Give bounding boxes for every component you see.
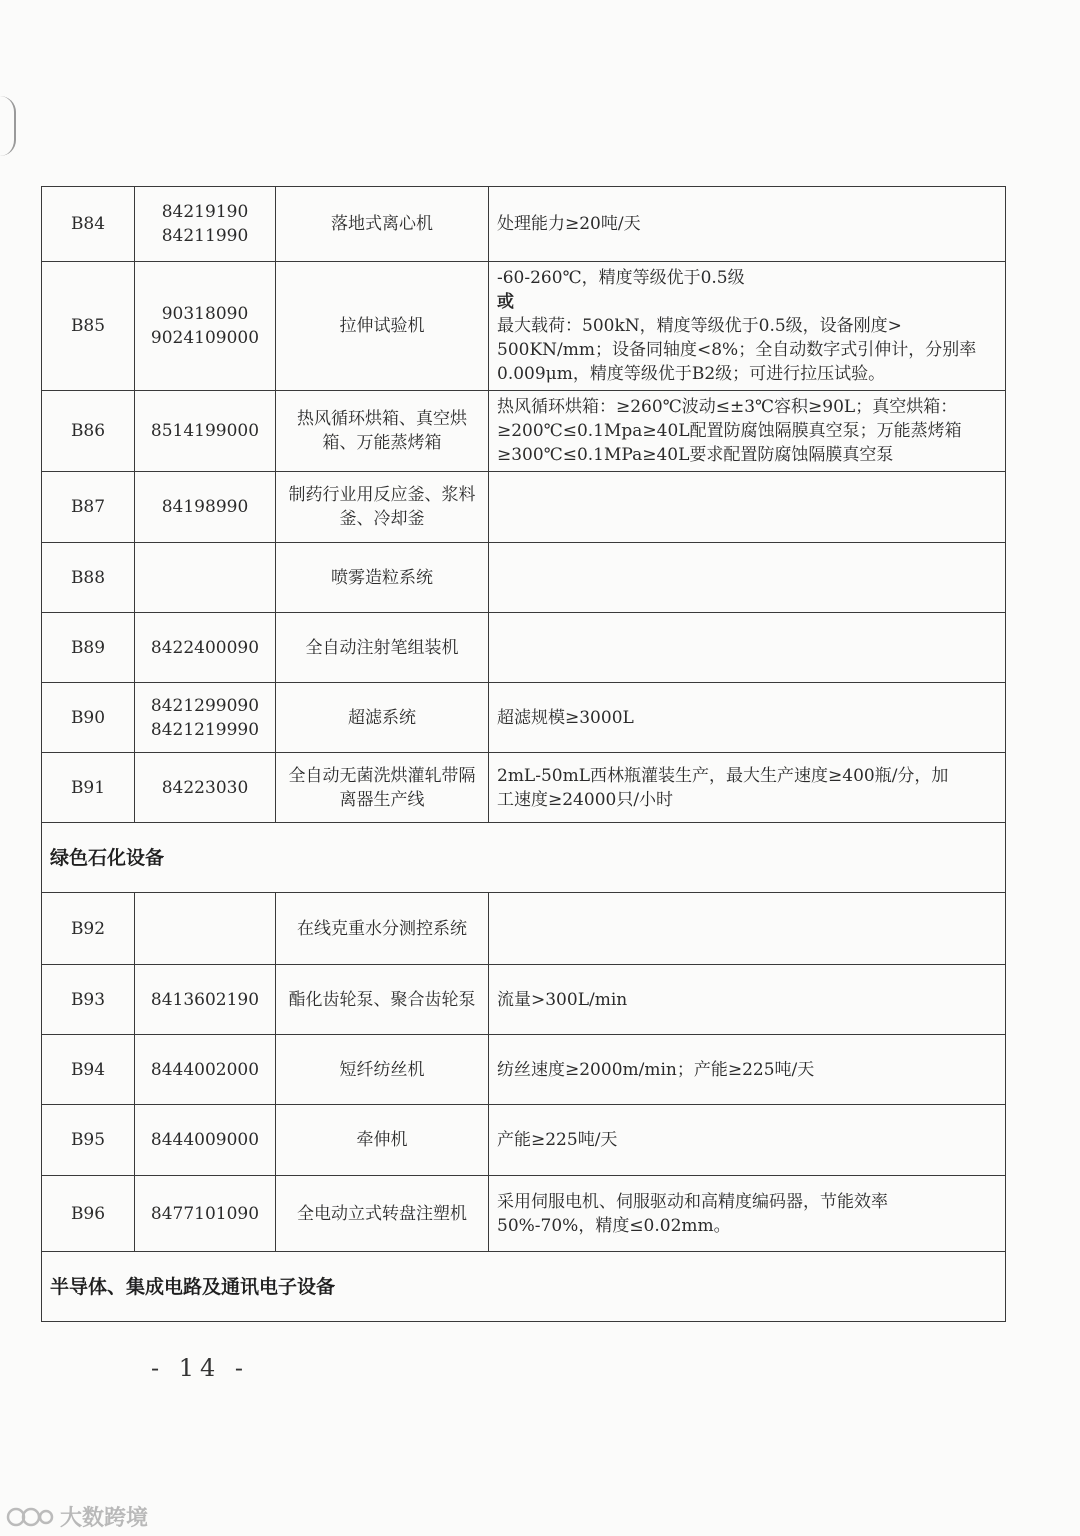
cell-line: 8413602190 [150, 989, 260, 1010]
equipment-name: 在线克重水分测控系统 [276, 893, 489, 965]
table-row [42, 965, 1006, 1035]
item-code: B90 [42, 683, 135, 753]
cell-line: 8422400090 [150, 637, 260, 658]
cell-line: ≥200℃≤0.1Mpa≥40L配置防腐蚀隔膜真空泵；万能蒸烤箱 [497, 421, 962, 441]
binding-mark [0, 96, 16, 156]
cell-line: 8421219990 [150, 719, 260, 740]
hs-code-cell [135, 753, 276, 823]
table-row [42, 1105, 1006, 1176]
requirement-cell [489, 391, 1006, 472]
hs-code-cell [135, 262, 276, 391]
cell-line: 84198990 [161, 497, 249, 517]
cell-line: 最大载荷：500kN，精度等级优于0.5级，设备刚度> [497, 316, 902, 336]
hs-code-cell [135, 893, 276, 965]
table-row [42, 472, 1006, 543]
equipment-name: 全电动立式转盘注塑机 [276, 1176, 489, 1252]
item-code: B93 [42, 965, 135, 1035]
item-code: B94 [42, 1035, 135, 1105]
cell-line: 84223030 [161, 777, 249, 798]
table-row [42, 753, 1006, 823]
cell-line: 8444009000 [150, 1130, 260, 1150]
equipment-name: 短纤纺丝机 [276, 1035, 489, 1105]
equipment-name: 热风循环烘箱、真空烘箱、万能蒸烤箱 [276, 391, 489, 472]
item-code: B87 [42, 472, 135, 543]
requirement-cell [489, 187, 1006, 262]
cell-line: 热风循环烘箱：≥260℃波动≤±3℃容积≥90L；真空烘箱： [497, 397, 958, 417]
cell-line: 纺丝速度≥2000m/min；产能≥225吨/天 [497, 1059, 815, 1080]
table-row [42, 543, 1006, 613]
table-row [42, 613, 1006, 683]
hs-code-cell [135, 1176, 276, 1252]
item-code: B96 [42, 1176, 135, 1252]
item-code: B92 [42, 893, 135, 965]
cell-line: 工速度≥24000只/小时 [497, 789, 674, 810]
cell-line: 超滤规模≥3000L [497, 707, 634, 728]
hs-code-cell [135, 1105, 276, 1176]
requirement-cell [489, 1105, 1006, 1176]
cell-line: 8514199000 [150, 421, 260, 441]
equipment-spec-table [41, 186, 1006, 1322]
item-code: B91 [42, 753, 135, 823]
table-row [42, 262, 1006, 391]
watermark-text: 大数跨境 [60, 1505, 149, 1531]
table-row [42, 1035, 1006, 1105]
cell-line: 9024109000 [150, 328, 260, 348]
requirement-cell [489, 262, 1006, 391]
cell-line: -60-260℃，精度等级优于0.5级 [497, 268, 745, 288]
cell-line: 0.009μm，精度等级优于B2级；可进行拉压试验。 [497, 364, 886, 384]
cell-line: 500KN/mm；设备同轴度<8%；全自动数字式引伸计，分别率 [497, 340, 977, 360]
requirement-cell [489, 965, 1006, 1035]
requirement-cell [489, 893, 1006, 965]
cell-line: ≥300℃≤0.1MPa≥40L要求配置防腐蚀隔膜真空泵 [497, 445, 894, 465]
page-number: - 14 - [150, 1354, 249, 1382]
hs-code-cell [135, 543, 276, 613]
item-code: B95 [42, 1105, 135, 1176]
requirement-cell [489, 613, 1006, 683]
equipment-name: 酯化齿轮泵、聚合齿轮泵 [276, 965, 489, 1035]
hs-code-cell [135, 391, 276, 472]
equipment-name: 拉伸试验机 [276, 262, 489, 391]
section-title: 绿色石化设备 [42, 823, 1006, 893]
requirement-cell [489, 1035, 1006, 1105]
equipment-name: 制药行业用反应釜、浆料釜、冷却釜 [276, 472, 489, 543]
item-code: B85 [42, 262, 135, 391]
item-code: B89 [42, 613, 135, 683]
section-title: 半导体、集成电路及通讯电子设备 [42, 1252, 1006, 1322]
item-code: B88 [42, 543, 135, 613]
hs-code-cell [135, 613, 276, 683]
cell-line: 8444002000 [150, 1059, 260, 1080]
hs-code-cell [135, 1035, 276, 1105]
section-row [42, 823, 1006, 893]
cell-line: 或 [497, 292, 514, 312]
requirement-cell [489, 472, 1006, 543]
cell-line: 流量>300L/min [497, 989, 628, 1010]
equipment-name: 全自动注射笔组装机 [276, 613, 489, 683]
requirement-cell [489, 543, 1006, 613]
cell-line: 84211990 [161, 226, 249, 246]
table-row [42, 683, 1006, 753]
requirement-cell [489, 1176, 1006, 1252]
table-row [42, 187, 1006, 262]
watermark-logo-icon [6, 1501, 54, 1531]
hs-code-cell [135, 187, 276, 262]
cell-line: 8421299090 [150, 695, 260, 716]
cell-line: 处理能力≥20吨/天 [497, 214, 641, 234]
hs-code-cell [135, 472, 276, 543]
cell-line: 2mL-50mL西林瓶灌装生产，最大生产速度≥400瓶/分，加 [497, 765, 949, 786]
cell-line: 8477101090 [150, 1203, 260, 1224]
table-row [42, 391, 1006, 472]
equipment-name: 落地式离心机 [276, 187, 489, 262]
cell-line: 90318090 [161, 304, 249, 324]
equipment-name: 喷雾造粒系统 [276, 543, 489, 613]
item-code: B86 [42, 391, 135, 472]
item-code: B84 [42, 187, 135, 262]
requirement-cell [489, 753, 1006, 823]
cell-line: 采用伺服电机、伺服驱动和高精度编码器，节能效率 [497, 1191, 888, 1212]
section-row [42, 1252, 1006, 1322]
cell-line: 84219190 [161, 202, 249, 222]
hs-code-cell [135, 965, 276, 1035]
table-row [42, 893, 1006, 965]
watermark [6, 1498, 148, 1534]
table-row [42, 1176, 1006, 1252]
equipment-name: 牵伸机 [276, 1105, 489, 1176]
requirement-cell [489, 683, 1006, 753]
cell-line: 50%-70%，精度≤0.02mm。 [497, 1215, 731, 1236]
hs-code-cell [135, 683, 276, 753]
equipment-name: 全自动无菌洗烘灌轧带隔离器生产线 [276, 753, 489, 823]
equipment-name: 超滤系统 [276, 683, 489, 753]
cell-line: 产能≥225吨/天 [497, 1130, 618, 1150]
